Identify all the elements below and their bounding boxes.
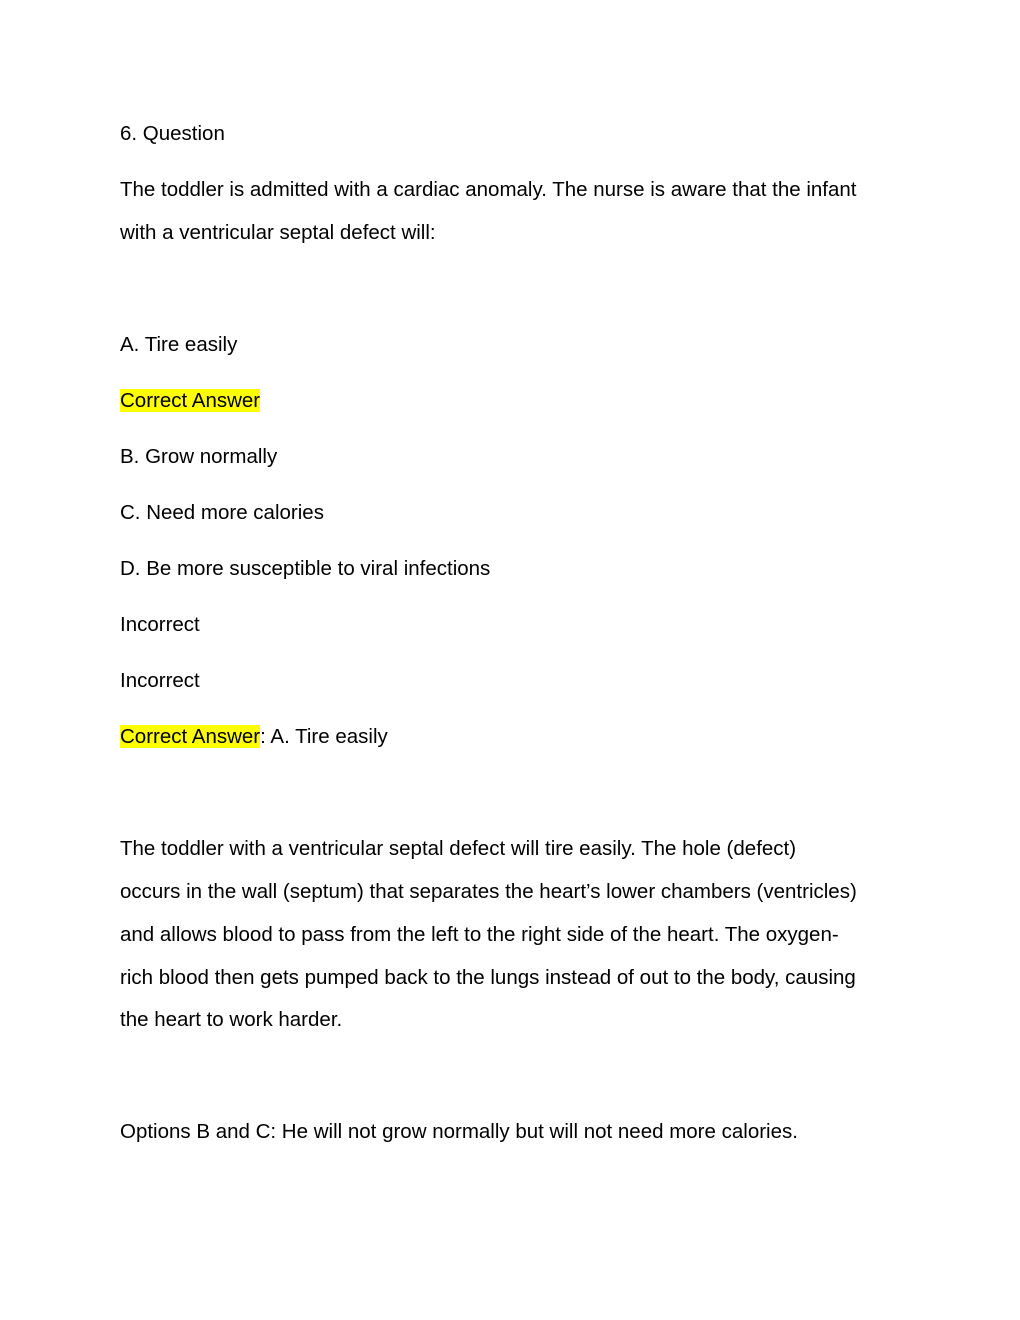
feedback-incorrect-1: Incorrect [120, 613, 200, 636]
rationale-options-bc: Options B and C: He will not grow normally but will not need more calories. [120, 1120, 798, 1143]
correct-answer-marker [120, 387, 260, 415]
correct-answer-label: Correct Answer [120, 725, 261, 748]
rationale-line-1: The toddler with a ventricular septal defect will tire easily. The hole (defect) [120, 837, 797, 860]
question-title: 6. Question [120, 122, 225, 145]
rationale-line-4: rich blood then gets pumped back to the lungs instead of out to the body, causing [120, 966, 856, 989]
question-stem-line-2: with a ventricular septal defect will: [120, 221, 436, 244]
correct-answer-highlight: Correct Answer [120, 389, 261, 412]
rationale-line-3: and allows blood to pass from the left to the right side of the heart. The oxygen- [120, 923, 839, 946]
rationale-line-2: occurs in the wall (septum) that separates the heart’s lower chambers (ventricles) [120, 880, 857, 903]
option-a: A. Tire easily [120, 333, 238, 356]
correct-answer-value: : A. Tire easily [260, 725, 388, 748]
option-d: D. Be more susceptible to viral infections [120, 557, 491, 580]
correct-answer-line [120, 723, 388, 751]
feedback-incorrect-2: Incorrect [120, 669, 200, 692]
option-b: B. Grow normally [120, 445, 278, 468]
question-stem-line-1: The toddler is admitted with a cardiac anomaly. The nurse is aware that the infant [120, 178, 857, 201]
option-c: C. Need more calories [120, 501, 324, 524]
rationale-line-5: the heart to work harder. [120, 1008, 343, 1031]
